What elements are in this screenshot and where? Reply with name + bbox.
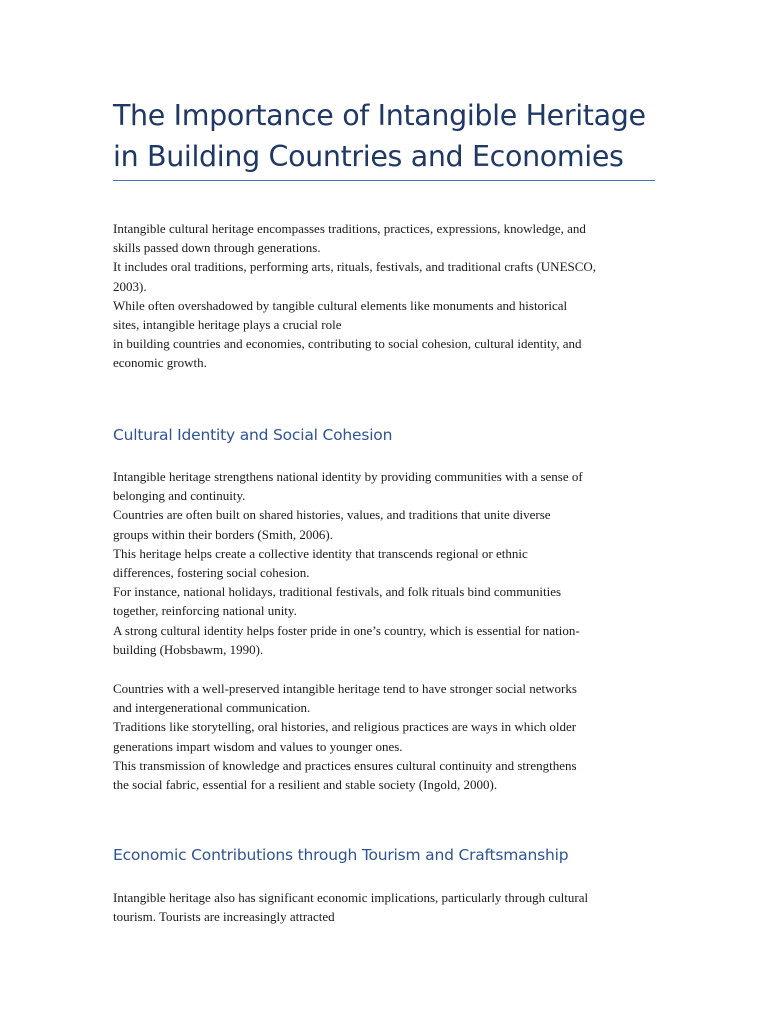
- text-line: belonging and continuity.: [113, 488, 246, 504]
- intro-paragraph: [113, 219, 658, 373]
- section-heading-cultural-identity: Cultural Identity and Social Cohesion: [113, 426, 393, 444]
- section-1-paragraph-2: [113, 679, 658, 794]
- text-line: For instance, national holidays, traditional festivals, and folk rituals bind communities: [113, 584, 562, 600]
- text-line: sites, intangible heritage plays a crucial role: [113, 317, 342, 333]
- text-line: and intergenerational communication.: [113, 700, 311, 716]
- text-line: building (Hobsbawm, 1990).: [113, 641, 264, 657]
- text-line: Intangible heritage strengthens national identity by providing communities with a sense of: [113, 469, 583, 484]
- text-line: generations impart wisdom and values to younger ones.: [113, 738, 403, 754]
- text-line: groups within their borders (Smith, 2006).: [113, 526, 333, 542]
- text-line: economic growth.: [113, 355, 207, 371]
- text-line: Traditions like storytelling, oral histories, and religious practices are ways in which older: [113, 719, 577, 735]
- text-line: While often overshadowed by tangible cultural elements like monuments and historical: [113, 297, 568, 313]
- text-line: Countries are often built on shared histories, values, and traditions that unite diverse: [113, 507, 551, 523]
- text-line: This heritage helps create a collective identity that transcends regional or ethnic: [113, 545, 528, 561]
- text-line: This transmission of knowledge and practices ensures cultural continuity and strengthens: [113, 757, 577, 773]
- text-line: Intangible cultural heritage encompasses traditions, practices, expressions, knowledge, and: [113, 221, 586, 236]
- text-line: tourism. Tourists are increasingly attracted: [113, 909, 335, 925]
- title-underline: [113, 180, 655, 181]
- text-line: together, reinforcing national unity.: [113, 603, 297, 619]
- text-line: Countries with a well-preserved intangible heritage tend to have stronger social networks: [113, 681, 577, 696]
- document-title: [113, 95, 673, 177]
- text-line: skills passed down through generations.: [113, 240, 321, 256]
- title-line: The Importance of Intangible Heritage: [113, 99, 646, 132]
- text-line: differences, fostering social cohesion.: [113, 565, 310, 581]
- text-line: in building countries and economies, contributing to social cohesion, cultural identity, and: [113, 336, 582, 352]
- section-1-paragraph-1: [113, 467, 658, 659]
- text-line: Intangible heritage also has significant economic implications, particularly through cultural: [113, 890, 589, 905]
- section-heading-economic-contributions: Economic Contributions through Tourism and Craftsmanship: [113, 846, 569, 864]
- text-line: the social fabric, essential for a resilient and stable society (Ingold, 2000).: [113, 777, 498, 793]
- text-line: 2003).: [113, 278, 147, 294]
- text-line: It includes oral traditions, performing arts, rituals, festivals, and traditional crafts (UNESCO,: [113, 259, 597, 275]
- section-2-paragraph-1: [113, 888, 658, 926]
- title-line: in Building Countries and Economies: [113, 140, 624, 173]
- text-line: A strong cultural identity helps foster pride in one’s country, which is essential for nation-: [113, 622, 580, 638]
